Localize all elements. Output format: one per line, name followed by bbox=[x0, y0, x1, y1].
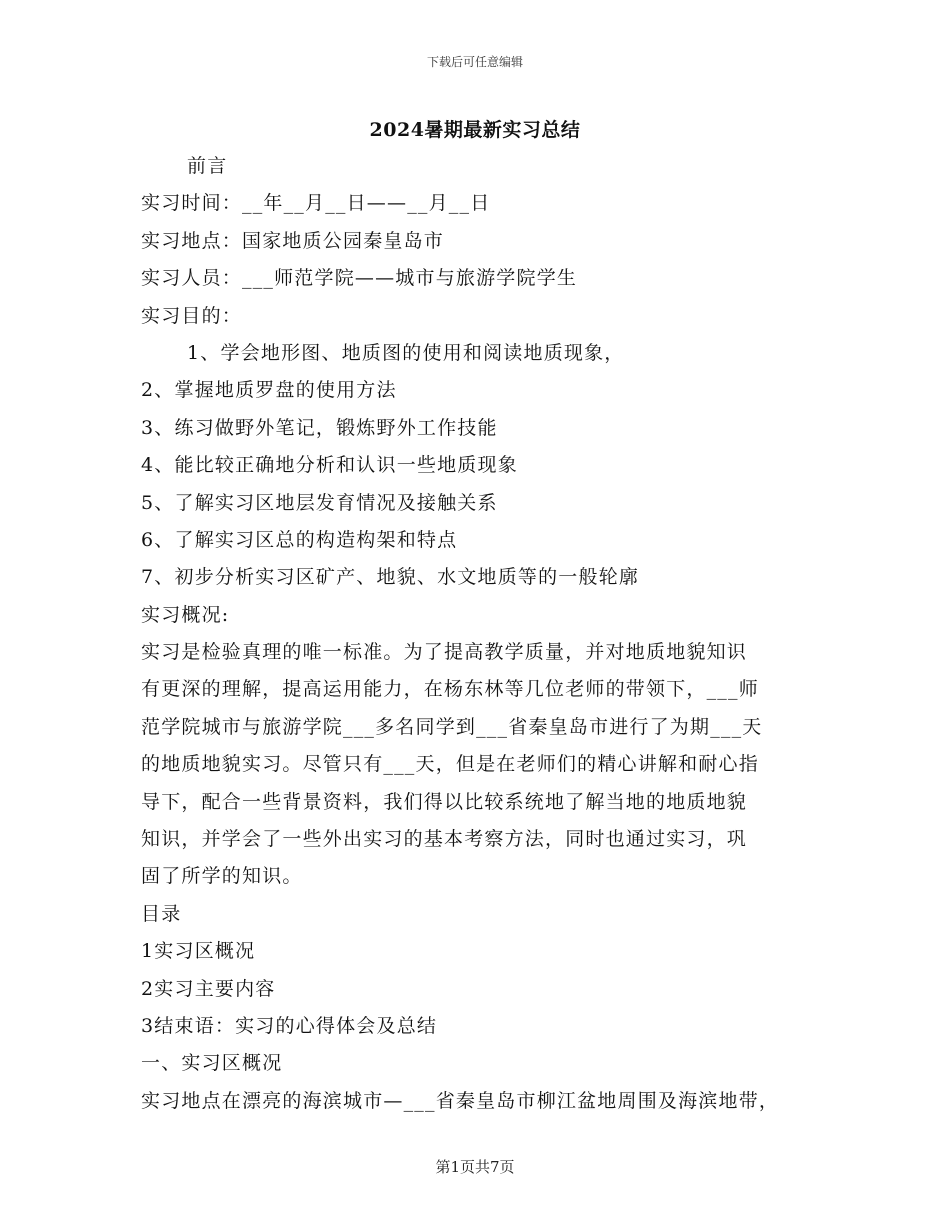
paragraph-line: 范学院城市与旅游学院___多名同学到___省秦皇岛市进行了为期___天 bbox=[141, 715, 763, 738]
list-item-purpose-1: 1、学会地形图、地质图的使用和阅读地质现象， bbox=[187, 341, 625, 364]
paragraph-line: 有更深的理解，提高运用能力，在杨东林等几位老师的带领下，___师 bbox=[141, 678, 759, 701]
text-line-internship-location: 实习地点：国家地质公园秦皇岛市 bbox=[141, 229, 445, 252]
paragraph-line: 导下，配合一些背景资料，我们得以比较系统地了解当地的地质地貌 bbox=[141, 790, 748, 813]
text-line-internship-personnel: 实习人员：___师范学院——城市与旅游学院学生 bbox=[141, 267, 578, 290]
section-heading-contents: 目录 bbox=[141, 902, 182, 925]
page-header-note: 下载后可任意编辑 bbox=[426, 55, 523, 69]
contents-item-2: 2实习主要内容 bbox=[141, 977, 276, 1000]
paragraph-line: 实习地点在漂亮的海滨城市—___省秦皇岛市柳江盆地周围及海滨地带， bbox=[141, 1089, 780, 1112]
section-heading-area-overview: 一、实习区概况 bbox=[141, 1052, 283, 1075]
paragraph-line: 固了所学的知识。 bbox=[141, 865, 303, 888]
contents-item-3: 3结束语：实习的心得体会及总结 bbox=[141, 1014, 438, 1037]
list-item-purpose-2: 2、掌握地质罗盘的使用方法 bbox=[141, 379, 397, 402]
paragraph-line: 知识，并学会了一些外出实习的基本考察方法，同时也通过实习，巩 bbox=[141, 828, 748, 851]
list-item-purpose-6: 6、了解实习区总的构造构架和特点 bbox=[141, 528, 458, 551]
contents-item-1: 1实习区概况 bbox=[141, 940, 256, 963]
section-heading-overview: 实习概况: bbox=[141, 603, 230, 626]
paragraph-line: 的地质地貌实习。尽管只有___天，但是在老师们的精心讲解和耐心指 bbox=[141, 753, 759, 776]
list-item-purpose-4: 4、能比较正确地分析和认识一些地质现象 bbox=[141, 454, 518, 477]
section-heading-preface: 前言 bbox=[187, 155, 228, 177]
list-item-purpose-5: 5、了解实习区地层发育情况及接触关系 bbox=[141, 491, 498, 514]
paragraph-line: 实习是检验真理的唯一标准。为了提高教学质量，并对地质地貌知识 bbox=[141, 641, 748, 664]
document-title: 2024暑期最新实习总结 bbox=[369, 119, 581, 141]
list-item-purpose-3: 3、练习做野外笔记，锻炼野外工作技能 bbox=[141, 416, 498, 439]
list-item-purpose-7: 7、初步分析实习区矿产、地貌、水文地质等的一般轮廓 bbox=[141, 566, 640, 589]
document-body bbox=[141, 148, 821, 1120]
page-number: 第1页共7页 bbox=[435, 1158, 515, 1176]
text-line-internship-purpose: 实习目的： bbox=[141, 304, 243, 327]
text-line-internship-time: 实习时间：__年__月__日——__月__日 bbox=[141, 192, 491, 215]
